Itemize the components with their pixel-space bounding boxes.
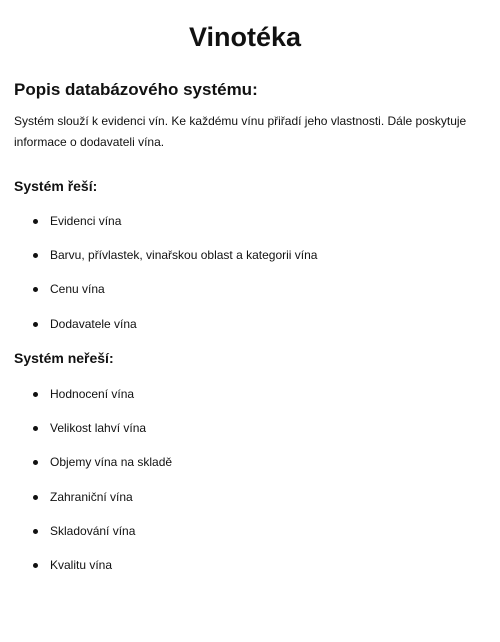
list-item-text: Dodavatele vína <box>50 316 137 331</box>
list-item-text: Barvu, přívlastek, vinařskou oblast a kategorii vína <box>50 248 318 263</box>
bullet-icon <box>33 529 38 534</box>
list-item <box>0 419 172 453</box>
bullet-icon <box>33 219 38 224</box>
list-item-text: Cenu vína <box>50 282 105 297</box>
bullet-icon <box>33 460 38 465</box>
bullet-icon <box>33 426 38 431</box>
list-item-text: Hodnocení vína <box>50 387 135 401</box>
solves-list <box>0 212 317 349</box>
not-solves-heading: Systém neřeší: <box>14 350 114 366</box>
solves-heading: Systém řeší: <box>14 178 98 194</box>
list-item <box>0 522 172 556</box>
not-solves-list <box>0 385 172 590</box>
list-item <box>0 453 172 487</box>
bullet-icon <box>33 287 38 292</box>
page-title: Vinotéka <box>188 22 302 52</box>
list-item <box>0 212 317 246</box>
list-item-text: Velikost lahví vína <box>50 421 147 436</box>
list-item <box>0 315 317 349</box>
list-item <box>0 488 172 522</box>
list-item-text: Kvalitu vína <box>50 557 113 572</box>
bullet-icon <box>33 392 38 397</box>
section-heading: Popis databázového systému: <box>14 80 258 99</box>
list-item <box>0 246 317 280</box>
list-item-text: Skladování vína <box>50 523 136 538</box>
list-item-text: Objemy vína na skladě <box>50 455 173 470</box>
list-item <box>0 280 317 314</box>
bullet-icon <box>33 253 38 258</box>
bullet-icon <box>33 322 38 327</box>
bullet-icon <box>33 563 38 568</box>
list-item-text: Evidenci vína <box>50 214 122 228</box>
list-item-text: Zahraniční vína <box>50 489 133 504</box>
list-item <box>0 385 172 419</box>
intro-paragraph: Systém slouží k evidenci vín. Ke každému vínu přiřadí jeho vlastnosti. Dále poskytuje informace o dodavateli vína. <box>14 114 467 149</box>
list-item <box>0 556 172 590</box>
bullet-icon <box>33 495 38 500</box>
